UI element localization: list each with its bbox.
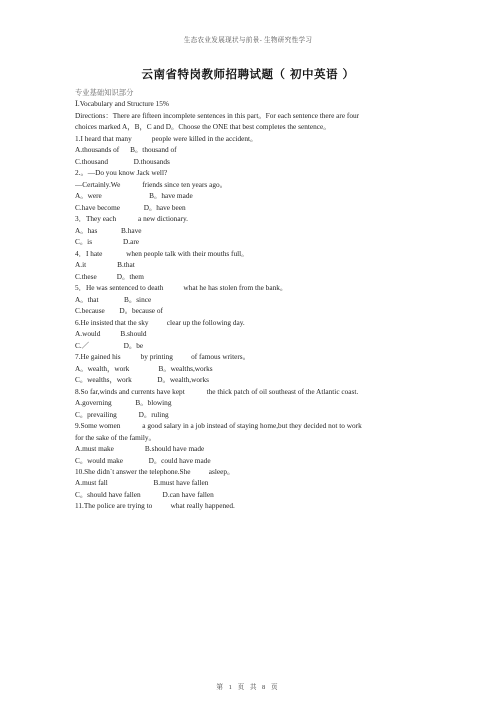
text-line: 8.So far,winds and currents have kept the thick patch of oil southeast of the Atlantic coast. bbox=[75, 386, 359, 396]
text-line: 5．He was sentenced to death what he has stolen from the bank。 bbox=[75, 283, 288, 293]
text-line: A.it B.that bbox=[75, 260, 135, 270]
text-line: —Certainly.We friends since ten years ago。 bbox=[75, 179, 227, 189]
text-line: 2.。—Do you know Jack well? bbox=[75, 168, 168, 178]
text-line: A.governing B。blowing bbox=[75, 398, 172, 408]
text-line: 3．They each a new dictionary. bbox=[75, 214, 188, 224]
section-label: 专业基础知识部分 bbox=[75, 88, 134, 97]
document-title: 云南省特岗教师招聘试题（ 初中英语 ） bbox=[141, 67, 355, 81]
text-line: 7.He gained his by printing of famous writers。 bbox=[75, 352, 250, 362]
text-line: A。wealth，work B。wealths,works bbox=[75, 363, 213, 373]
text-line: A。has B.have bbox=[75, 225, 142, 235]
text-line: C.these D。them bbox=[75, 271, 144, 281]
text-line: C。is D.are bbox=[75, 237, 140, 247]
text-line: 9.Some women a good salary in a job instead of staying home,but they decided not to work bbox=[75, 421, 362, 431]
page-footer: 第 1 页 共 8 页 bbox=[216, 684, 280, 691]
document-body bbox=[75, 87, 435, 512]
text-line: A.must fall B.must have fallen bbox=[75, 478, 209, 488]
question-lines bbox=[75, 98, 435, 511]
text-line: A.must make B.should have made bbox=[75, 444, 205, 454]
text-line: 6.He insisted that the sky clear up the following day. bbox=[75, 317, 245, 327]
text-line: choices marked A，B，C and D。Choose the ONE that best completes the sentence。 bbox=[75, 122, 331, 132]
text-line: 10.She didn´t answer the telephone.She asleep。 bbox=[75, 466, 235, 476]
text-line: for the sake of the family。 bbox=[75, 432, 156, 442]
page-header: 生态农业发展现状与前景- 生物研究性学习 bbox=[183, 37, 313, 44]
text-line: C.thousand D.thousands bbox=[75, 156, 170, 166]
text-line: Directions：There are fifteen incomplete sentences in this part。For each sentence there are four bbox=[75, 110, 360, 120]
text-line: A.thousands of B。thousand of bbox=[75, 145, 177, 155]
text-line: C。prevailing D。ruling bbox=[75, 409, 169, 419]
text-line: C.／ D。be bbox=[75, 340, 144, 350]
text-line: 1.I heard that many people were killed in the accident。 bbox=[75, 133, 258, 143]
text-line: C。would make D。could have made bbox=[75, 455, 211, 465]
text-line: Ⅰ.Vocabulary and Structure 15% bbox=[75, 99, 169, 109]
text-line: C.have become D。have been bbox=[75, 202, 186, 212]
text-line: 11.The police are trying to what really happened. bbox=[75, 501, 235, 511]
text-line: A。that B。since bbox=[75, 294, 152, 304]
text-line: A.would B.should bbox=[75, 329, 147, 339]
text-line: C。should have fallen D.can have fallen bbox=[75, 489, 214, 499]
text-line: A。were B。have made bbox=[75, 191, 193, 201]
text-line: C。wealths，work D。wealth,works bbox=[75, 375, 209, 385]
text-line: C.because D。because of bbox=[75, 306, 163, 316]
text-line: 4．I hate when people talk with their mouths full。 bbox=[75, 248, 249, 258]
